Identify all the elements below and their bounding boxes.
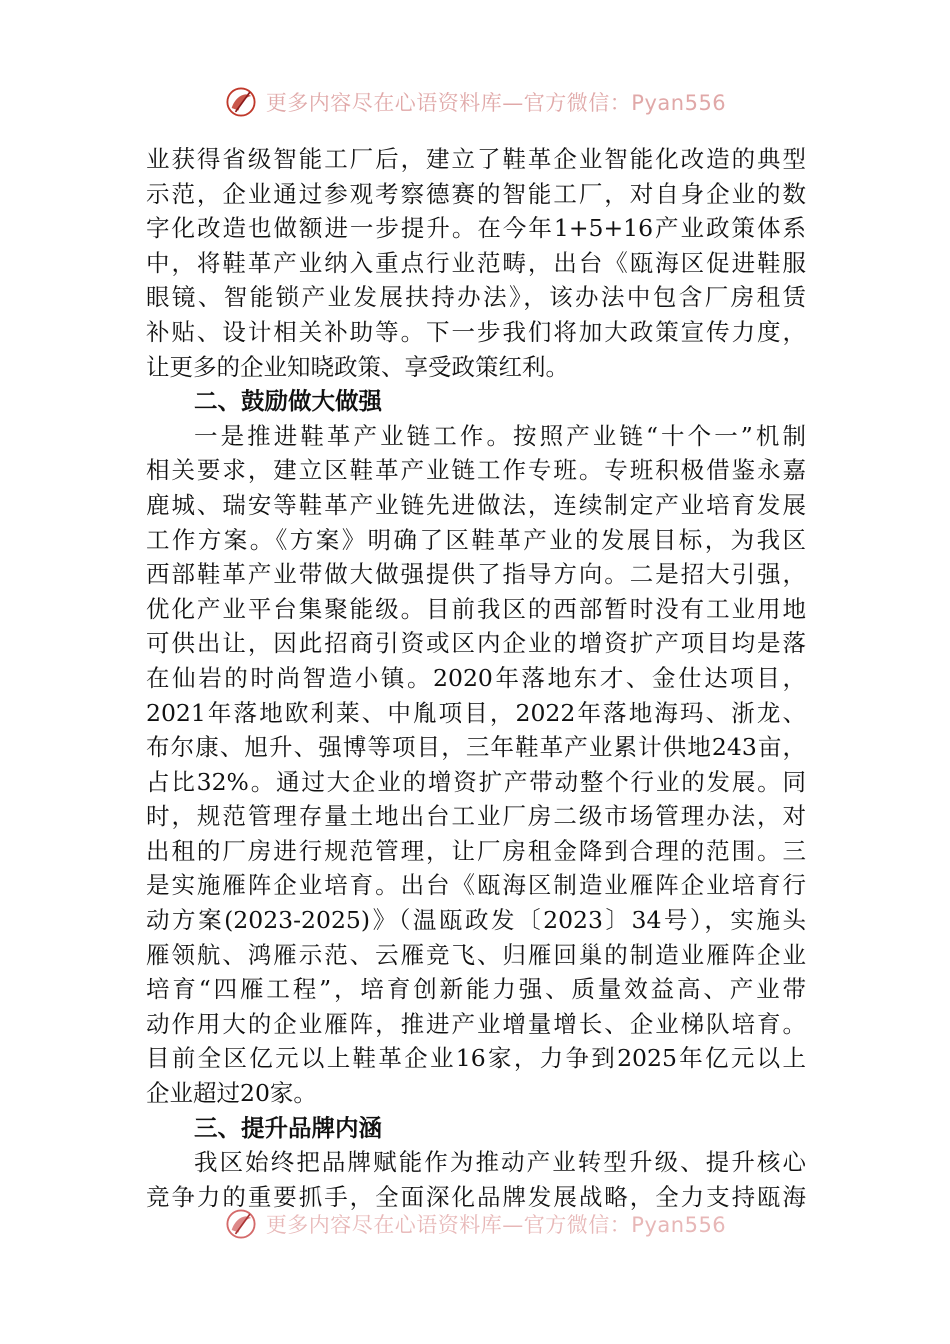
paragraph-line: 业获得省级智能工厂后，建立了鞋革企业智能化改造的典型 [146,145,806,173]
paragraph-line: 动作用大的企业雁阵，推进产业增量增长、企业梯队培育。 [146,1009,806,1038]
header-watermark [0,82,950,122]
paragraph-line: 动方案(2023-2025)》（温瓯政发〔2023〕34号），实施头 [146,906,806,935]
paragraph-line: 可供出让，因此招商引资或区内企业的增资扩产项目均是落 [146,629,806,658]
paragraph-line: 让更多的企业知晓政策、享受政策红利。 [146,352,569,381]
paragraph-line: 是实施雁阵企业培育。出台《瓯海区制造业雁阵企业培育行 [146,871,806,900]
paragraph-line: 西部鞋革产业带做大做强提供了指导方向。二是招大引强， [146,560,806,589]
paragraph-line: 优化产业平台集聚能级。目前我区的西部暂时没有工业用地 [146,594,806,623]
paragraph-line: 占比32%。通过大企业的增资扩产带动整个行业的发展。同 [146,767,806,796]
paragraph-line: 示范，企业通过参观考察德赛的智能工厂，对自身企业的数 [146,179,806,208]
paragraph-line: 在仙岩的时尚智造小镇。2020年落地东才、金仕达项目， [146,663,806,692]
watermark-text: 更多内容尽在心语资料库—官方微信：Pyan556 [265,91,727,115]
paragraph-line: 出租的厂房进行规范管理，让厂房租金降到合理的范围。三 [146,836,806,865]
paragraph-line: 培育“四雁工程”，培育创新能力强、质量效益高、产业带 [146,975,806,1004]
paragraph-line: 目前全区亿元以上鞋革企业16家，力争到2025年亿元以上 [146,1044,806,1073]
paragraph-line: 相关要求，建立区鞋革产业链工作专班。专班积极借鉴永嘉 [146,456,806,485]
paragraph-line: 眼镜、智能锁产业发展扶持办法》，该办法中包含厂房租赁 [146,283,806,312]
paragraph-line: 工作方案。《方案》明确了区鞋革产业的发展目标，为我区 [146,525,806,554]
paragraph-line: 中，将鞋革产业纳入重点行业范畴，出台《瓯海区促进鞋服 [146,248,806,277]
paragraph-line: 一是推进鞋革产业链工作。按照产业链“十个一”机制 [194,421,806,450]
paragraph-line: 字化改造也做额进一步提升。在今年1+5+16产业政策体系 [146,214,806,243]
paragraph-line: 企业超过20家。 [146,1079,317,1108]
brand-logo-icon [224,85,258,119]
document-body [146,142,806,1214]
brand-logo-icon [224,1207,258,1241]
paragraph-line: 2021年落地欧利莱、中胤项目，2022年落地海玛、浙龙、 [146,698,806,727]
paragraph-line: 时，规范管理存量土地出台工业厂房二级市场管理办法，对 [146,802,806,831]
paragraph-line: 补贴、设计相关补助等。下一步我们将加大政策宣传力度， [146,317,806,346]
paragraph-line: 布尔康、旭升、强博等项目，三年鞋革产业累计供地243亩， [146,733,806,762]
paragraph-line: 我区始终把品牌赋能作为推动产业转型升级、提升核心 [194,1148,806,1177]
footer-watermark [0,1204,950,1244]
paragraph-line: 雁领航、鸿雁示范、云雁竞飞、归雁回巢的制造业雁阵企业 [146,940,806,969]
section-heading: 二、鼓励做大做强 [194,387,382,416]
paragraph-line: 竞争力的重要抓手，全面深化品牌发展战略，全力支持瓯海 [146,1182,806,1211]
watermark-text: 更多内容尽在心语资料库—官方微信：Pyan556 [265,1213,727,1237]
paragraph-line: 鹿城、瑞安等鞋革产业链先进做法，连续制定产业培育发展 [146,490,806,519]
section-heading: 三、提升品牌内涵 [194,1113,382,1142]
